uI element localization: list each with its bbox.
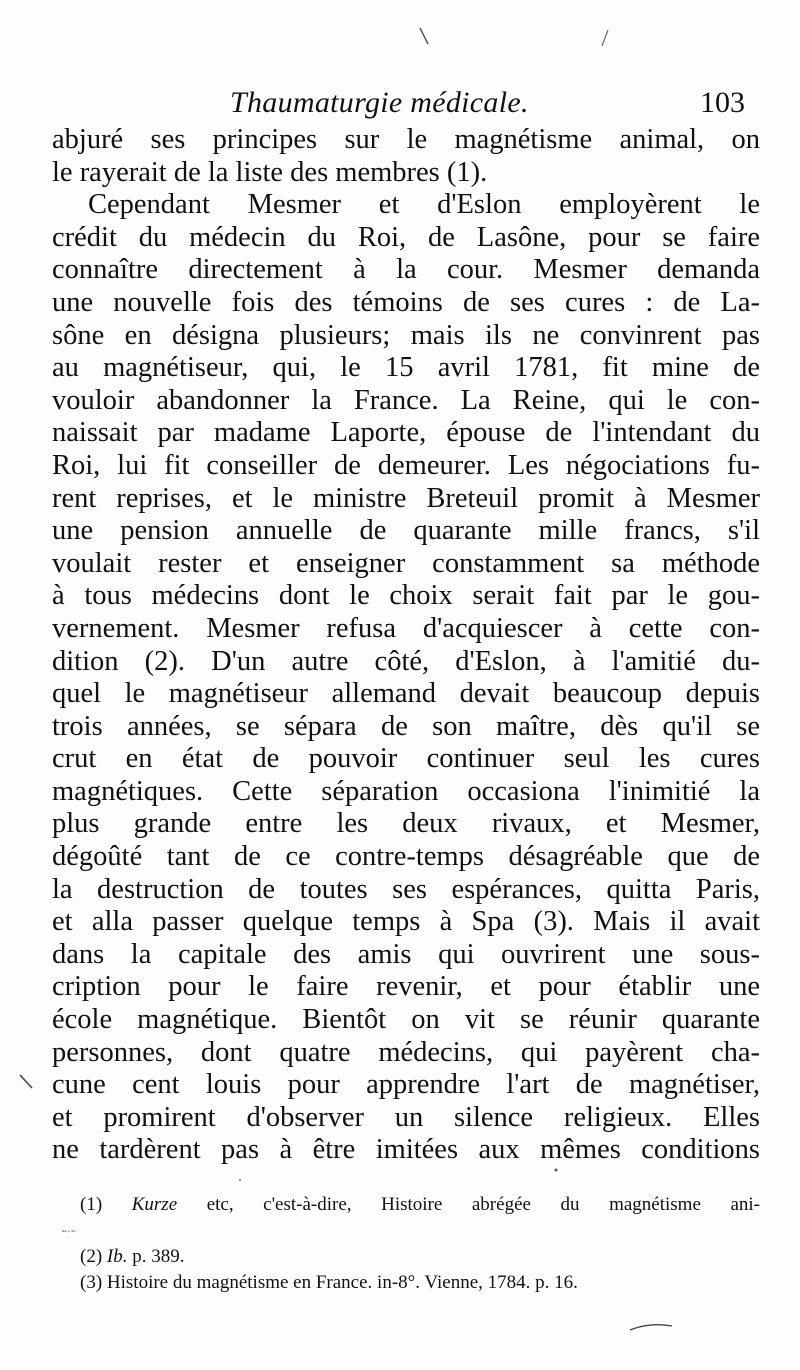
footnote-1 (80, 1192, 760, 1218)
body-text (52, 124, 760, 1167)
footnote-marker: (1) (80, 1194, 103, 1215)
footnote-text: etc, c'est-à-dire, Histoire abrégée du magnétisme ani- (177, 1194, 760, 1215)
text-line: dans la capitale des amis qui ouvrirent une sous- (52, 938, 760, 970)
text-line: ne tardèrent pas à être imitées aux mêmes conditions (52, 1134, 760, 1166)
text-line: sône en désigna plusieurs; mais ils ne convinrent pas (52, 319, 760, 351)
text-line: plus grande entre les deux rivaux, et Mesmer, (52, 808, 760, 840)
text-line: et alla passer quelque temps à Spa (3). Mais il avait (52, 906, 760, 938)
text-line: et promirent d'observer un silence religieux. Elles (52, 1101, 760, 1133)
footnote-italic-title: Kurze (131, 1194, 178, 1215)
footnote-1-continuation: mal, p. 351. (62, 1229, 77, 1233)
text-line: magnétiques. Cette séparation occasiona l'inimitié la (52, 775, 760, 807)
speck-dot (555, 1169, 558, 1172)
text-line: cription pour le faire revenir, et pour établir une (52, 971, 760, 1003)
footnote-2 (80, 1244, 760, 1270)
text-line: vouloir abandonner la France. La Reine, qui le con- (52, 384, 760, 416)
text-line: rent reprises, et le ministre Breteuil promit à Mesmer (52, 482, 760, 514)
text-line: crédit du médecin du Roi, de Lasône, pour se faire (52, 221, 760, 253)
text-line: cune cent louis pour apprendre l'art de magnétiser, (52, 1069, 760, 1101)
text-line: une pension annuelle de quarante mille francs, s'il (52, 515, 760, 547)
text-line: à tous médecins dont le choix serait fait par le gou- (52, 580, 760, 612)
text-line: trois années, se sépara de son maître, dès qu'il se (52, 710, 760, 742)
text-line: dégoûté tant de ce contre-temps désagréable que de (52, 841, 760, 873)
footnotes (62, 1192, 760, 1296)
speck-mark (20, 1075, 32, 1088)
running-title: Thaumaturgie médicale. (230, 86, 529, 119)
speck-mark (602, 30, 608, 46)
text-line: quel le magnétiseur allemand devait beaucoup depuis (52, 678, 760, 710)
text-line: la destruction de toutes ses espérances, quitta Paris, (52, 873, 760, 905)
text-line: connaître directement à la cour. Mesmer demanda (52, 254, 760, 286)
footnote-italic-title: Ib. (106, 1246, 128, 1267)
text-line: une nouvelle fois des témoins de ses cures : de La- (52, 286, 760, 318)
text-line: le rayerait de la liste des membres (1). (52, 156, 488, 188)
text-line: crut en état de pouvoir continuer seul les cures (52, 743, 760, 775)
speck-mark (420, 28, 428, 44)
text-line: voulait rester et enseigner constamment sa méthode (52, 547, 760, 579)
text-line: abjuré ses principes sur le magnétisme animal, on (52, 124, 760, 155)
page-header (0, 86, 800, 126)
speck-mark (630, 1325, 672, 1330)
text-line: école magnétique. Bientôt on vit se réunir quarante (52, 1004, 760, 1036)
footnote-marker: (2) (80, 1246, 103, 1267)
footnote-3: (3) Histoire du magnétisme en France. in-8°. Vienne, 1784. p. 16. (80, 1272, 578, 1293)
text-line: naissait par madame Laporte, épouse de l'intendant du (52, 417, 760, 449)
footnote-text: p. 389. (127, 1246, 185, 1267)
text-line: vernement. Mesmer refusa d'acquiescer à cette con- (52, 612, 760, 644)
text-line: au magnétiseur, qui, le 15 avril 1781, fit mine de (52, 352, 760, 384)
text-line: dition (2). D'un autre côté, d'Eslon, à l'amitié du- (52, 645, 760, 677)
text-line: Roi, lui fit conseiller de demeurer. Les négociations fu- (52, 449, 760, 481)
text-line: Cependant Mesmer et d'Eslon employèrent le (88, 189, 760, 221)
text-line: personnes, dont quatre médecins, qui payèrent cha- (52, 1036, 760, 1068)
speck-dot (239, 1179, 241, 1181)
page-number: 103 (700, 86, 745, 119)
